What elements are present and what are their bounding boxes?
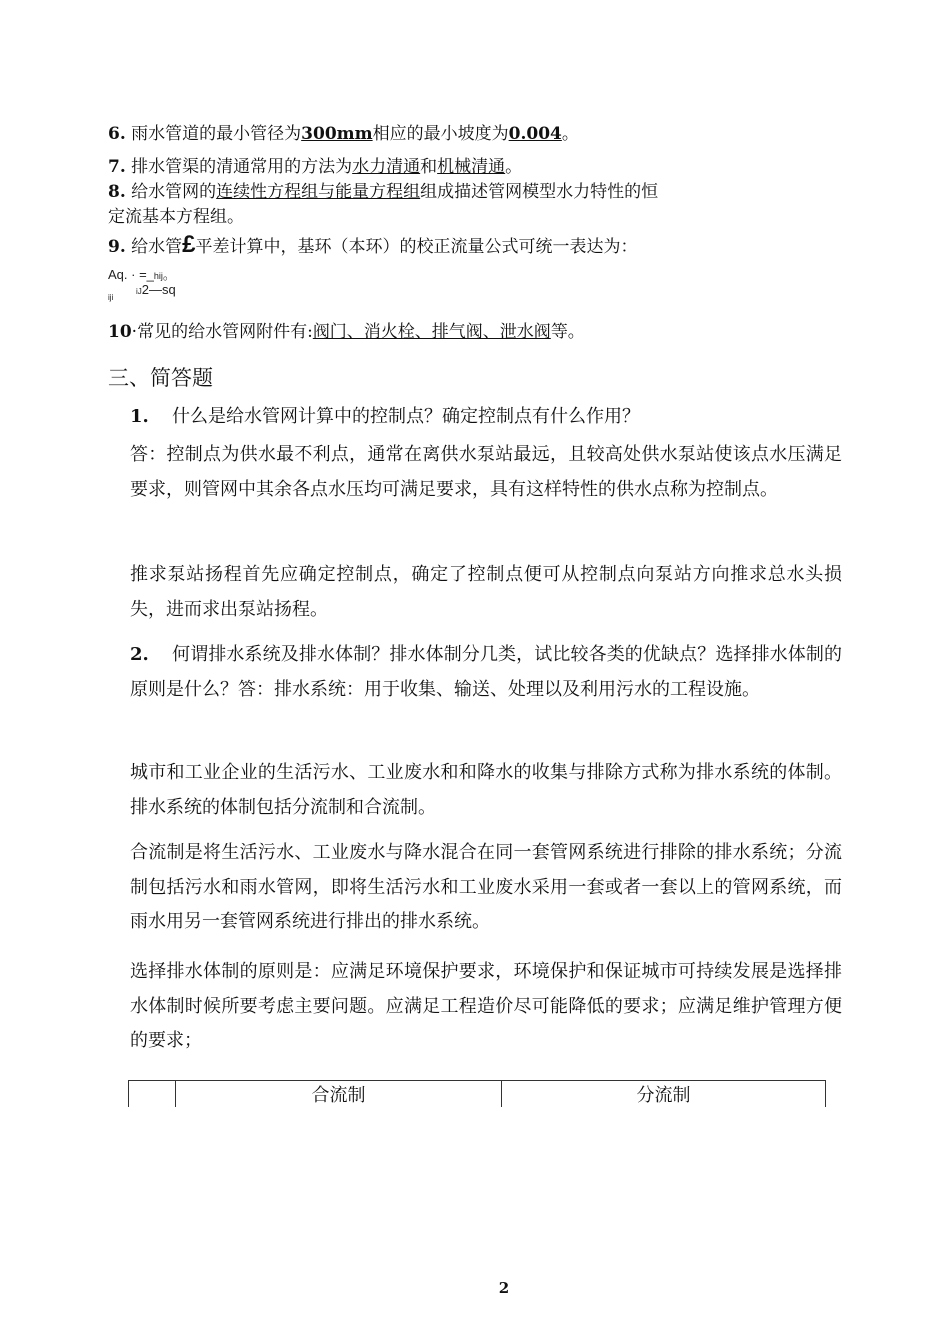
answer-1-paragraph-1: 答：控制点为供水最不利点，通常在离供水泵站最远，且较高处供水泵站使该点水压满足要求，则管网中其余各点水压均可满足要求，具有这样特性的供水点称为控制点。	[130, 444, 842, 500]
table-header-row	[129, 1081, 826, 1108]
question-text: 什么是给水管网计算中的控制点？确定控制点有什么作用？	[172, 406, 640, 427]
item-text: 组成描述管网模型水力特性的恒	[420, 182, 659, 202]
answer-2-paragraph-2: 合流制是将生活污水、工业废水与降水混合在同一套管网系统进行排除的排水系统；分流制包括污水和雨水管网，即将生活污水和工业废水采用一套或者一套以上的管网系统，而雨水用另一套管网系统进行排出的排水系统。	[130, 842, 842, 932]
answer-value: 连续性方程组与能量方程组	[216, 182, 421, 202]
answer-value: 阀门、消火栓、排气阀、泄水阀	[312, 322, 551, 342]
table-header-cell	[129, 1081, 176, 1108]
question-2	[130, 638, 842, 707]
item-text: 定流基本方程组。	[108, 207, 244, 227]
formula-subscript: hij	[153, 271, 163, 281]
pound-symbol: £	[182, 231, 196, 258]
comparison-table	[128, 1080, 826, 1107]
item-10	[108, 317, 585, 342]
answer-value: 0.004	[508, 124, 562, 144]
answer-2-paragraph-1: 城市和工业企业的生活污水、工业废水和和降水的收集与排除方式称为排水系统的体制。排水系统的体制包括分流制和合流制。	[130, 762, 842, 818]
item-text: 。	[561, 124, 579, 144]
formula-text: 。	[162, 267, 176, 282]
item-8-continued	[108, 202, 244, 227]
item-number: 7.	[108, 157, 126, 177]
table-header-cell: 分流制	[502, 1081, 826, 1108]
item-6	[108, 119, 579, 144]
item-9	[108, 231, 638, 259]
question-number: 2.	[130, 644, 149, 665]
section-title: 三、简答题	[108, 366, 213, 390]
item-7	[108, 152, 522, 177]
formula-text: 2—sq	[141, 282, 176, 297]
formula-line-2	[136, 282, 176, 297]
formula-subscript: iji	[108, 293, 114, 302]
item-number: 9.	[108, 237, 126, 257]
page-number: 2	[498, 1279, 510, 1297]
answer-1-paragraph-2: 推求泵站扬程首先应确定控制点，确定了控制点便可从控制点向泵站方向推求总水头损失，进而求出泵站扬程。	[130, 564, 842, 620]
item-text: 给水管网的	[131, 182, 217, 202]
item-text: 给水管	[131, 237, 183, 257]
formula-line-1	[108, 264, 176, 283]
formula-line-3	[108, 293, 113, 302]
question-1	[130, 400, 842, 435]
item-text: 相应的最小坡度为	[372, 124, 509, 144]
item-text: 等。	[550, 322, 585, 342]
question-text: 何谓排水系统及排水体制？排水体制分几类，试比较各类的优缺点？选择排水体制的原则是什么？答：排水系统：用于收集、输送、处理以及利用污水的工程设施。	[130, 644, 842, 700]
item-text: 。	[505, 157, 523, 177]
item-text: 排水管渠的清通常用的方法为	[131, 157, 353, 177]
formula-text: Aq. · =_	[108, 267, 154, 282]
table-header-cell: 合流制	[176, 1081, 502, 1108]
item-8	[108, 177, 658, 202]
item-text: 和	[420, 157, 438, 177]
answer-value: 机械清通	[437, 157, 506, 177]
question-number: 1.	[130, 406, 149, 427]
answer-value: 水力清通	[352, 157, 421, 177]
formula-subscript: iJ	[136, 287, 142, 296]
answer-2-paragraph-3: 选择排水体制的原则是：应满足环境保护要求，环境保护和保证城市可持续发展是选择排水体制时候所要考虑主要问题。应满足工程造价尽可能降低的要求；应满足维护管理方便的要求；	[130, 961, 842, 1051]
item-number: 10	[108, 322, 132, 342]
answer-value: 300mm	[301, 124, 373, 144]
item-text: 平差计算中，基环（本环）的校正流量公式可统一表达为：	[195, 237, 638, 257]
item-text: 雨水管道的最小管径为	[131, 124, 302, 144]
item-number: 8.	[108, 182, 126, 202]
item-number: 6.	[108, 124, 126, 144]
item-text: ·常见的给水管网附件有:	[131, 322, 313, 342]
